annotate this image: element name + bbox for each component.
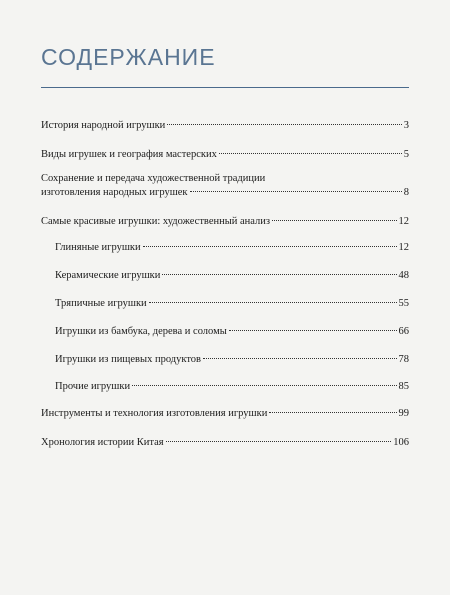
- dot-leader: [190, 190, 402, 192]
- toc-entry-title: Глиняные игрушки: [55, 242, 141, 253]
- toc-entry-page: 99: [398, 408, 409, 419]
- title-underline: [41, 87, 409, 88]
- toc-subentry[interactable]: [55, 380, 409, 394]
- dot-leader: [219, 152, 402, 154]
- dot-leader: [162, 273, 396, 275]
- toc-entry-title: Игрушки из бамбука, дерева и соломы: [55, 326, 227, 337]
- toc-subentry[interactable]: [55, 241, 409, 255]
- toc-entry[interactable]: [41, 119, 409, 133]
- toc-entry-title: История народной игрушки: [41, 120, 166, 131]
- toc-entry-page: 3: [403, 120, 409, 131]
- toc-entry-title: Тряпичные игрушки: [55, 298, 147, 309]
- toc-entry[interactable]: [41, 436, 409, 450]
- toc-entry[interactable]: [41, 407, 409, 421]
- toc-entry-page: 78: [398, 354, 409, 365]
- toc-subentry[interactable]: [55, 325, 409, 339]
- toc-entry-page: 55: [398, 298, 409, 309]
- dot-leader: [272, 219, 396, 221]
- toc-entry-title: Игрушки из пищевых продуктов: [55, 354, 201, 365]
- dot-leader: [269, 411, 396, 413]
- toc-entry-title: Прочие игрушки: [55, 381, 131, 392]
- toc-entry[interactable]: [41, 148, 409, 162]
- dot-leader: [149, 301, 397, 303]
- toc-entry-page: 66: [398, 326, 409, 337]
- toc-entry-title-line1: Сохранение и передача художественной традиции: [41, 173, 266, 184]
- toc-entry-title: Виды игрушек и география мастерских: [41, 149, 217, 160]
- toc-entry[interactable]: [41, 215, 409, 229]
- toc-subentry[interactable]: [55, 269, 409, 283]
- toc-entry-title: Самые красивые игрушки: художественный анализ: [41, 216, 271, 227]
- dot-leader: [166, 440, 392, 442]
- dot-leader: [132, 384, 396, 386]
- page-title: СОДЕРЖАНИЕ: [41, 44, 216, 70]
- toc-entry-title: Керамические игрушки: [55, 270, 161, 281]
- dot-leader: [229, 329, 397, 331]
- toc-entry-page: 8: [403, 187, 409, 198]
- toc-entry-page: 5: [403, 149, 409, 160]
- toc-entry-title: Инструменты и технология изготовления игрушки: [41, 408, 268, 419]
- toc-entry-page: 85: [398, 381, 409, 392]
- toc-subentry[interactable]: [55, 353, 409, 367]
- dot-leader: [167, 123, 401, 125]
- toc-entry-page: 48: [398, 270, 409, 281]
- toc-entry-page: 106: [393, 437, 409, 448]
- dot-leader: [203, 357, 397, 359]
- toc-entry-title: изготовления народных игрушек: [41, 187, 188, 198]
- toc-entry-title: Хронология истории Китая: [41, 437, 164, 448]
- toc-entry[interactable]: [41, 172, 409, 200]
- toc-entry-page: 12: [398, 242, 409, 253]
- dot-leader: [143, 245, 397, 247]
- toc-subentry[interactable]: [55, 297, 409, 311]
- toc-entry-page: 12: [398, 216, 409, 227]
